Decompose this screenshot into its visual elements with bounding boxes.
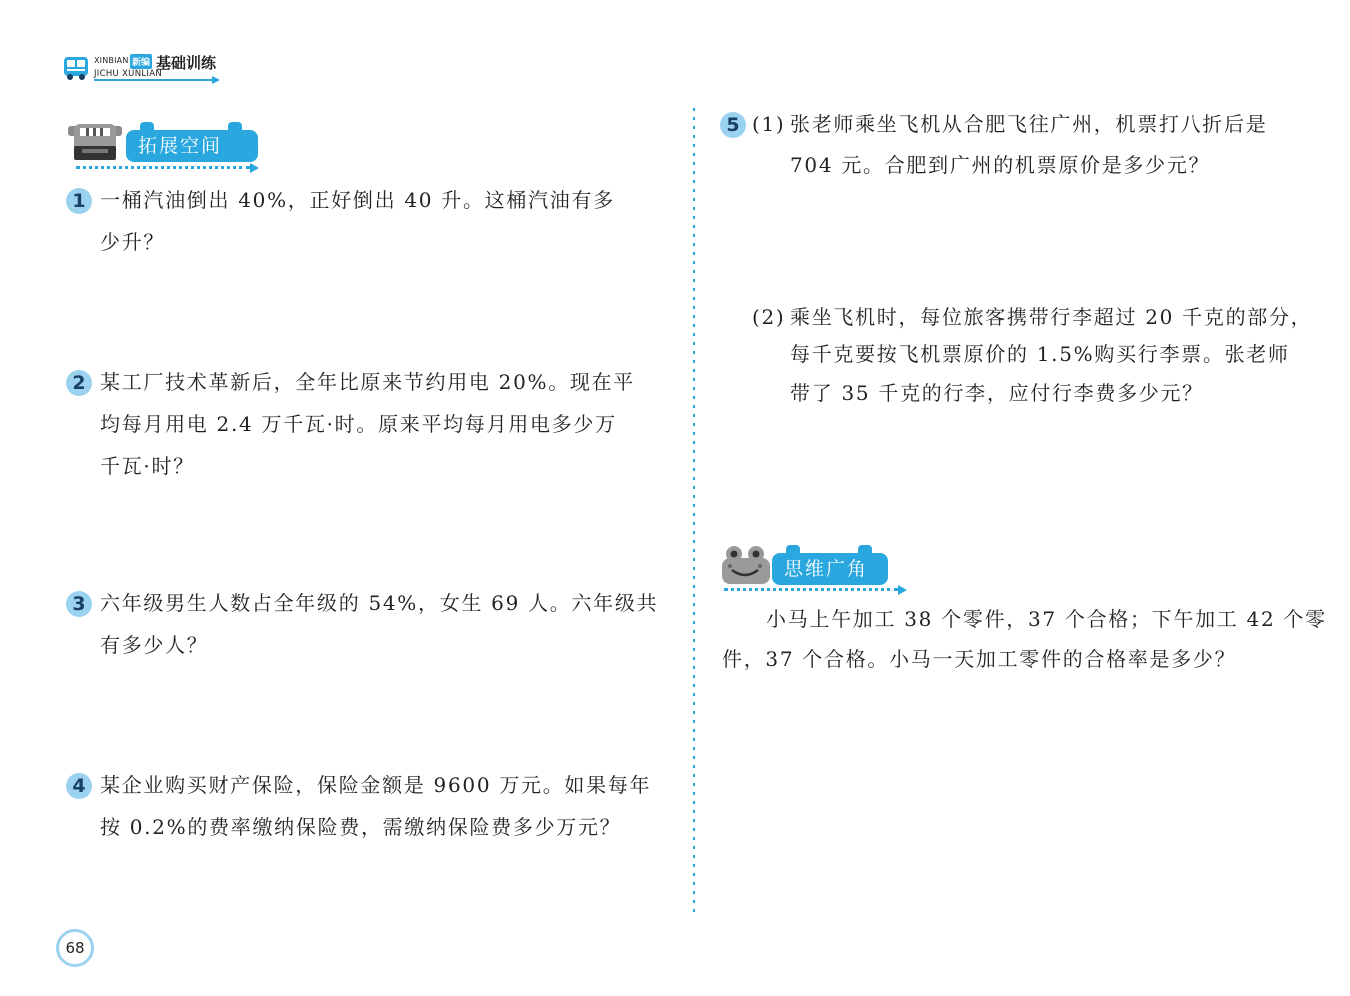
question-2-line-3: 千瓦·时？ (100, 454, 195, 478)
brand-badge: 新编 (130, 54, 152, 69)
brand-en-bottom: JICHU XUNLIAN (94, 69, 162, 79)
question-number: 3 (66, 591, 92, 617)
question-1-line-1: 一桶汽油倒出 40%，正好倒出 40 升。这桶汽油有多 (100, 188, 615, 212)
arrow-icon (898, 585, 907, 595)
brand-title: 基础训练 (156, 54, 217, 72)
question-number: 5 (720, 112, 746, 138)
question-5-part-1-line-2: 704 元。合肥到广州的机票原价是多少元？ (790, 153, 1211, 177)
arrow-icon (212, 76, 220, 84)
brand-underline (94, 79, 212, 81)
robot-icon (66, 120, 124, 164)
center-divider (691, 108, 697, 916)
brand-header (62, 52, 242, 88)
question-5-part-2-label: (2) (752, 305, 786, 329)
arrow-icon (250, 163, 259, 173)
question-number: 2 (66, 370, 92, 396)
question-4-line-2: 按 0.2%的费率缴纳保险费，需缴纳保险费多少万元？ (100, 815, 622, 839)
section-title-thinking: 思维广角 (772, 553, 888, 585)
question-5-part-2-line-2: 每千克要按飞机票原价的 1.5%购买行李票。张老师 (790, 342, 1290, 366)
question-5-part-1-label: (1) (752, 112, 786, 136)
question-number: 1 (66, 188, 92, 214)
question-1-line-2: 少升？ (100, 230, 166, 254)
question-5-part-2-line-1: 乘坐飞机时，每位旅客携带行李超过 20 千克的部分， (790, 305, 1313, 329)
question-4-line-1: 某企业购买财产保险，保险金额是 9600 万元。如果每年 (100, 773, 652, 797)
brand-en-top: XINBIAN (94, 56, 129, 65)
question-5-part-1-line-1: 张老师乘坐飞机从合肥飞往广州，机票打八折后是 (790, 112, 1268, 136)
thinking-line-1: 小马上午加工 38 个零件，37 个合格；下午加工 42 个零 (766, 607, 1327, 631)
question-3-line-2: 有多少人？ (100, 633, 209, 657)
question-2-line-2: 均每月用电 2.4 万千瓦·时。原来平均每月用电多少万 (100, 412, 617, 436)
frog-icon (718, 544, 776, 588)
question-3-line-1: 六年级男生人数占全年级的 54%，女生 69 人。六年级共 (100, 591, 659, 615)
thinking-line-2: 件，37 个合格。小马一天加工零件的合格率是多少？ (722, 647, 1237, 671)
section-title-expand: 拓展空间 (126, 130, 258, 162)
section-dotted-line (724, 588, 898, 591)
question-5-part-2-line-3: 带了 35 千克的行李，应付行李费多少元？ (790, 381, 1204, 405)
page-number: 68 (56, 929, 94, 967)
question-2-line-1: 某工厂技术革新后，全年比原来节约用电 20%。现在平 (100, 370, 636, 394)
question-number: 4 (66, 773, 92, 799)
section-dotted-line (76, 166, 250, 169)
bus-icon (62, 54, 90, 82)
